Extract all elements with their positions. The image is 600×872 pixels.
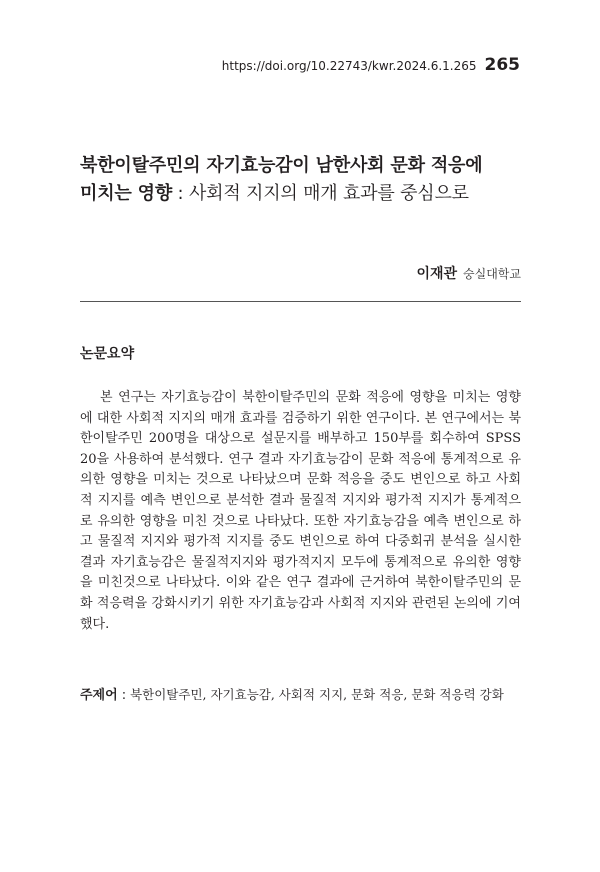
title-separator: : [172, 183, 189, 204]
running-header [222, 55, 520, 75]
keywords-label: 주제어 [80, 688, 118, 703]
title-line-1: 북한이탈주민의 자기효능감이 남한사회 문화 적응에 [80, 155, 483, 176]
abstract-heading: 논문요약 [80, 346, 135, 362]
author-affiliation: 숭실대학교 [463, 267, 521, 281]
paper-subtitle: 사회적 지지의 매개 효과를 중심으로 [188, 183, 469, 204]
paper-title [80, 152, 540, 208]
keywords-separator: : [121, 688, 127, 703]
title-main-part: 미치는 영향 [80, 183, 173, 204]
keywords [80, 684, 504, 703]
keywords-text: 북한이탈주민, 자기효능감, 사회적 지지, 문화 적응, 문화 적응력 강화 [130, 687, 504, 702]
abstract-body: 본 연구는 자기효능감이 북한이탈주민의 문화 적응에 영향을 미치는 영향에 대한 사회적 지지의 매개 효과를 검증하기 위한 연구이다. 본 연구에서는 북한이탈주민 200명을 대상으로 설문지를 배부하고 150부를 회수하여 SPSS 20을 사용하여 분석했다. 연구 결과 자기효능감이 문화 적응에 통계적으로 유의한 영향을 미치는 것으로 나타났으며 문화 적응을 중도 변인으로 하고 사회적 지지를 예측 변인으로 분석한 결과 물질적 지지와 평가적 지지가 통계적으로 유의한 영향을 미친 것으로 나타났다. 또한 자기효능감을 예측 변인으로 하고 물질적 지지와 평가적 지지를 중도 변인으로 하여 다중회귀 분석을 실시한 결과 자기효능감은 물질적지지와 평가적지지 모두에 통계적으로 유의한 영향을 미친것으로 나타났다. 이와 같은 연구 결과에 근거하여 북한이탈주민의 문화 적응력을 강화시키기 위한 자기효능감과 사회적 지지와 관련된 논의에 기여했다. [80, 390, 521, 632]
author-block [416, 263, 521, 283]
doi-link[interactable]: https://doi.org/10.22743/kwr.2024.6.1.265 [221, 59, 477, 73]
title-divider [80, 301, 521, 302]
page-number: 265 [484, 55, 520, 75]
title-line-2 [80, 180, 540, 208]
author-name: 이재관 [416, 266, 458, 282]
